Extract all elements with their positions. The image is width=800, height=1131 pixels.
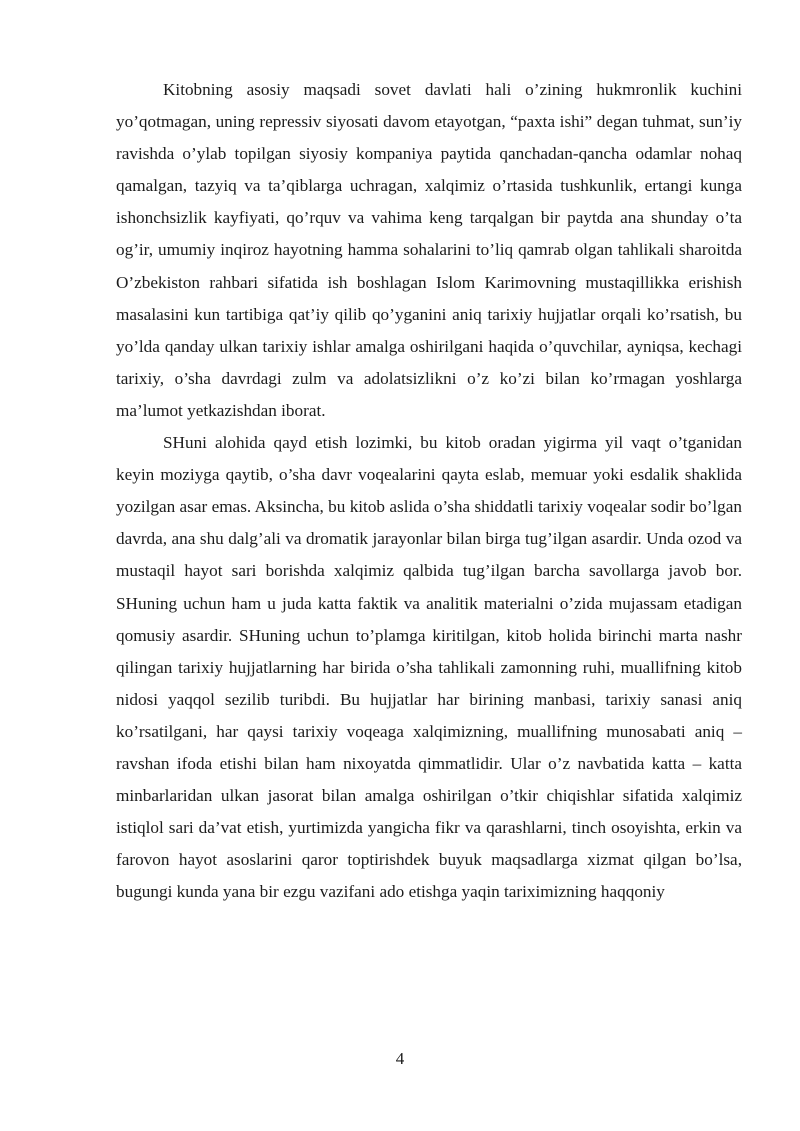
paragraph: Kitobning asosiy maqsadi sovet davlati hali o’zining hukmronlik kuchini yo’qotmagan, uning repressiv siyosati davom etayotgan, “paxta ishi” degan tuhmat, sun’iy ravishda o’ylab topilgan siyosiy kompaniya paytida qanchadan-qancha odamlar nohaq qamalgan, tazyiq va ta’qiblarga uchragan, xalqimiz o’rtasida tushkunlik, ertangi kunga ishonchsizlik kayfiyati, qo’rquv va vahima keng tarqalgan bir paytda ana shunday o’ta og’ir, umumiy inqiroz hayotning hamma sohalarini to’liq qamrab olgan tahlikali sharoitda O’zbekiston rahbari sifatida ish boshlagan Islom Karimovning mustaqillikka erishish masalasini kun tartibiga qat’iy qilib qo’yganini aniq tarixiy hujjatlar orqali ko’rsatish, bu yo’lda qanday ulkan tarixiy ishlar amalga oshirilgani haqida o’quvchilar, ayniqsa, kechagi tarixiy, o’sha davrdagi zulm va adolatsizlikni o’z ko’zi bilan ko’rmagan yoshlarga ma’lumot yetkazishdan iborat. <box>116 80 742 420</box>
paragraph: SHuni alohida qayd etish lozimki, bu kitob oradan yigirma yil vaqt o’tganidan keyin moziyga qaytib, o’sha davr voqealarini qayta eslab, memuar yoki esdalik shaklida yozilgan asar emas. Aksincha, bu kitob aslida o’sha shiddatli tarixiy voqealar sodir bo’lgan davrda, ana shu dalg’ali va dromatik jarayonlar bilan birga tug’ilgan asardir. Unda ozod va mustaqil hayot sari borishda xalqimiz qalbida tug’ilgan barcha savollarga javob bor. SHuning uchun ham u juda katta faktik va analitik materialni o’zida mujassam etadigan qomusiy asardir. SHuning uchun to’plamga kiritilgan, kitob holida birinchi marta nashr qilingan tarixiy hujjatlarning har birida o’sha tahlikali zamonning ruhi, muallifning kitob nidosi yaqqol sezilib turibdi. Bu hujjatlar har birining manbasi, tarixiy sanasi aniq ko’rsatilgani, har qaysi tarixiy voqeaga xalqimizning, muallifning munosabati aniq – ravshan ifoda etishi bilan ham nixoyatda qimmatlidir. Ular o’z navbatida katta – katta minbarlaridan ulkan jasorat bilan amalga oshirilgan o’tkir chiqishlar sifatida xalqimiz istiqlol sari da’vat etish, yurtimizda yangicha fikr va qarashlarni, tinch osoyishta, erkin va farovon hayot asoslarini qaror toptirishdek buyuk maqsadlarga xizmat qilgan bo’lsa, bugungi kunda yana bir ezgu vazifani ado etishga yaqin tariximizning haqqoniy <box>116 433 742 902</box>
page-number: 4 <box>395 1049 405 1068</box>
body-text <box>116 74 742 908</box>
